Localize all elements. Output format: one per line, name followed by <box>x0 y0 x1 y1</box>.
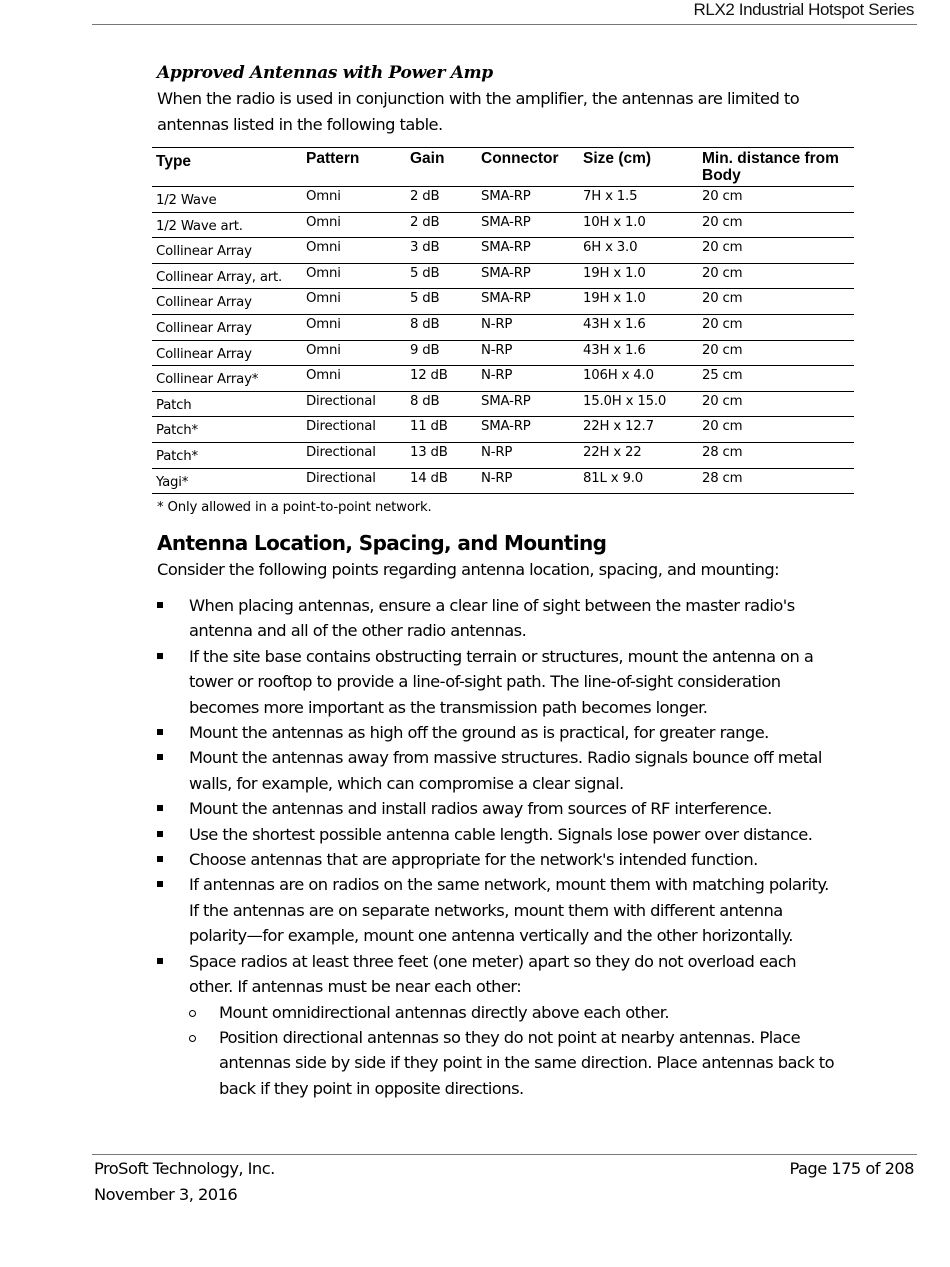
list-item-line: Use the shortest possible antenna cable length. Signals lose power over distance. <box>189 824 813 844</box>
list-item-line: walls, for example, which can compromise a clear signal. <box>189 773 624 793</box>
table-row <box>152 289 854 315</box>
list-item <box>157 593 857 644</box>
table-cell: SMA-RP <box>477 391 579 417</box>
table-row <box>152 187 854 213</box>
list-item-line: other. If antennas must be near each other: <box>189 977 522 997</box>
table-cell: SMA-RP <box>477 289 579 315</box>
table-cell: N-RP <box>477 314 579 340</box>
square-bullet-icon <box>157 729 163 735</box>
circle-bullet-icon <box>189 1035 196 1042</box>
section-approved-antennas <box>157 60 857 137</box>
list-item <box>157 745 857 796</box>
table-cell: Directional <box>302 468 406 494</box>
square-bullet-icon <box>157 856 163 862</box>
table-cell: 20 cm <box>698 340 854 366</box>
column-header: Min. distance from Body <box>698 148 854 187</box>
table-footnote: * Only allowed in a point-to-point network. <box>157 500 432 515</box>
column-header: Pattern <box>302 148 406 187</box>
list-item <box>157 847 857 872</box>
table-cell: 9 dB <box>406 340 477 366</box>
sub-list-item-line: Mount omnidirectional antennas directly above each other. <box>219 1002 669 1022</box>
table-cell: 19H x 1.0 <box>579 289 698 315</box>
square-bullet-icon <box>157 653 163 659</box>
table-cell: N-RP <box>477 442 579 468</box>
table-cell: Directional <box>302 442 406 468</box>
square-bullet-icon <box>157 602 163 608</box>
table-row <box>152 314 854 340</box>
table-cell: Patch* <box>152 442 302 468</box>
table-cell: Directional <box>302 417 406 443</box>
table-cell: SMA-RP <box>477 263 579 289</box>
list-item <box>157 949 857 1101</box>
table-cell: SMA-RP <box>477 238 579 264</box>
footer-divider <box>92 1154 917 1155</box>
list-item-line: If the site base contains obstructing terrain or structures, mount the antenna on a <box>189 646 814 666</box>
list-item <box>157 796 857 821</box>
table-row <box>152 340 854 366</box>
table-cell: Directional <box>302 391 406 417</box>
bullet-list <box>157 593 857 1101</box>
table-cell: N-RP <box>477 468 579 494</box>
sub-list-item <box>189 1000 857 1025</box>
page-header <box>92 0 917 25</box>
table-cell: 13 dB <box>406 442 477 468</box>
table-cell: 20 cm <box>698 263 854 289</box>
table-cell: 106H x 4.0 <box>579 366 698 392</box>
table-cell: 1/2 Wave <box>152 187 302 213</box>
table-cell: Collinear Array <box>152 289 302 315</box>
column-header: Gain <box>406 148 477 187</box>
table-cell: Patch <box>152 391 302 417</box>
table-cell: 5 dB <box>406 289 477 315</box>
list-item-line: Choose antennas that are appropriate for the network's intended function. <box>189 850 758 870</box>
table-cell: Patch* <box>152 417 302 443</box>
company-name: ProSoft Technology, Inc. <box>94 1159 275 1178</box>
table-cell: 15.0H x 15.0 <box>579 391 698 417</box>
table-cell: SMA-RP <box>477 212 579 238</box>
list-item <box>157 644 857 720</box>
column-header: Type <box>152 148 302 187</box>
list-item-line: tower or rooftop to provide a line-of-sight path. The line-of-sight consideration <box>189 672 781 692</box>
table-cell: 20 cm <box>698 187 854 213</box>
square-bullet-icon <box>157 881 163 887</box>
table-row <box>152 417 854 443</box>
list-item-line: becomes more important as the transmission path becomes longer. <box>189 697 708 717</box>
table-cell: 8 dB <box>406 314 477 340</box>
table-cell: Yagi* <box>152 468 302 494</box>
list-item-line: Mount the antennas and install radios away from sources of RF interference. <box>189 799 772 819</box>
table-cell: Omni <box>302 238 406 264</box>
sub-list-item-line: Position directional antennas so they do not point at nearby antennas. Place <box>219 1027 801 1047</box>
list-item-line: polarity—for example, mount one antenna vertically and the other horizontally. <box>189 926 793 946</box>
table-cell: SMA-RP <box>477 187 579 213</box>
table-cell: 20 cm <box>698 391 854 417</box>
table-cell: 6H x 3.0 <box>579 238 698 264</box>
table-cell: N-RP <box>477 366 579 392</box>
list-item <box>157 872 857 948</box>
list-item-line: Mount the antennas away from massive structures. Radio signals bounce off metal <box>189 748 822 768</box>
column-header: Connector <box>477 148 579 187</box>
list-item <box>157 720 857 745</box>
table-cell: 3 dB <box>406 238 477 264</box>
table-cell: 19H x 1.0 <box>579 263 698 289</box>
table-cell: Collinear Array <box>152 340 302 366</box>
circle-bullet-icon <box>189 1010 196 1017</box>
section-heading: Antenna Location, Spacing, and Mounting <box>157 531 607 555</box>
table-cell: Collinear Array <box>152 314 302 340</box>
list-item-line: Space radios at least three feet (one meter) apart so they do not overload each <box>189 951 797 971</box>
table-row <box>152 212 854 238</box>
table-cell: Collinear Array* <box>152 366 302 392</box>
table-row <box>152 442 854 468</box>
table-row <box>152 468 854 494</box>
table-cell: 5 dB <box>406 263 477 289</box>
table-cell: 28 cm <box>698 442 854 468</box>
list-item-line: If the antennas are on separate networks, mount them with different antenna <box>189 900 783 920</box>
table-cell: Omni <box>302 366 406 392</box>
table-cell: Omni <box>302 340 406 366</box>
table-cell: 12 dB <box>406 366 477 392</box>
header-title: RLX2 Industrial Hotspot Series <box>693 0 914 19</box>
table-cell: 20 cm <box>698 289 854 315</box>
square-bullet-icon <box>157 754 163 760</box>
sub-list-item-line: antennas side by side if they point in the same direction. Place antennas back to <box>219 1053 835 1073</box>
table-cell: Omni <box>302 212 406 238</box>
table-cell: Omni <box>302 289 406 315</box>
table-cell: 25 cm <box>698 366 854 392</box>
antenna-table <box>152 147 854 494</box>
intro-line: When the radio is used in conjunction with the amplifier, the antennas are limited to <box>157 89 800 108</box>
table-body <box>152 187 854 494</box>
table-cell: 20 cm <box>698 417 854 443</box>
table-cell: 11 dB <box>406 417 477 443</box>
table-cell: SMA-RP <box>477 417 579 443</box>
sub-bullet-list <box>189 1000 857 1102</box>
square-bullet-icon <box>157 958 163 964</box>
table-cell: N-RP <box>477 340 579 366</box>
table-cell: 10H x 1.0 <box>579 212 698 238</box>
table-cell: Omni <box>302 187 406 213</box>
table-cell: 43H x 1.6 <box>579 314 698 340</box>
table-row <box>152 366 854 392</box>
table-cell: 2 dB <box>406 212 477 238</box>
table-cell: Collinear Array, art. <box>152 263 302 289</box>
document-date: November 3, 2016 <box>94 1184 238 1204</box>
list-item <box>157 822 857 847</box>
column-header: Size (cm) <box>579 148 698 187</box>
table-header-row <box>152 148 854 187</box>
table-cell: 1/2 Wave art. <box>152 212 302 238</box>
table-cell: 20 cm <box>698 212 854 238</box>
table-cell: 28 cm <box>698 468 854 494</box>
intro-line: antennas listed in the following table. <box>157 114 443 134</box>
table-cell: Omni <box>302 314 406 340</box>
section-intro: Consider the following points regarding antenna location, spacing, and mounting: <box>157 560 780 579</box>
sub-list-item <box>189 1025 857 1101</box>
square-bullet-icon <box>157 831 163 837</box>
table-cell: 14 dB <box>406 468 477 494</box>
list-item-line: When placing antennas, ensure a clear line of sight between the master radio's <box>189 596 795 615</box>
table-cell: Omni <box>302 263 406 289</box>
table-cell: 22H x 12.7 <box>579 417 698 443</box>
table-cell: 20 cm <box>698 314 854 340</box>
table-cell: 22H x 22 <box>579 442 698 468</box>
list-item-line: If antennas are on radios on the same network, mount them with matching polarity. <box>189 875 829 895</box>
table-cell: 2 dB <box>406 187 477 213</box>
table-cell: 20 cm <box>698 238 854 264</box>
table-row <box>152 238 854 264</box>
table-cell: 81L x 9.0 <box>579 468 698 494</box>
footer-left <box>94 1156 275 1207</box>
list-item-line: antenna and all of the other radio antennas. <box>189 621 527 641</box>
page-number: Page 175 of 208 <box>789 1159 914 1178</box>
table-cell: 43H x 1.6 <box>579 340 698 366</box>
list-item-line: Mount the antennas as high off the ground as is practical, for greater range. <box>189 723 769 743</box>
section-heading: Approved Antennas with Power Amp <box>157 63 493 83</box>
table-cell: Collinear Array <box>152 238 302 264</box>
square-bullet-icon <box>157 805 163 811</box>
table-row <box>152 391 854 417</box>
table-cell: 8 dB <box>406 391 477 417</box>
sub-list-item-line: back if they point in opposite directions. <box>219 1078 524 1098</box>
table-row <box>152 263 854 289</box>
table-cell: 7H x 1.5 <box>579 187 698 213</box>
